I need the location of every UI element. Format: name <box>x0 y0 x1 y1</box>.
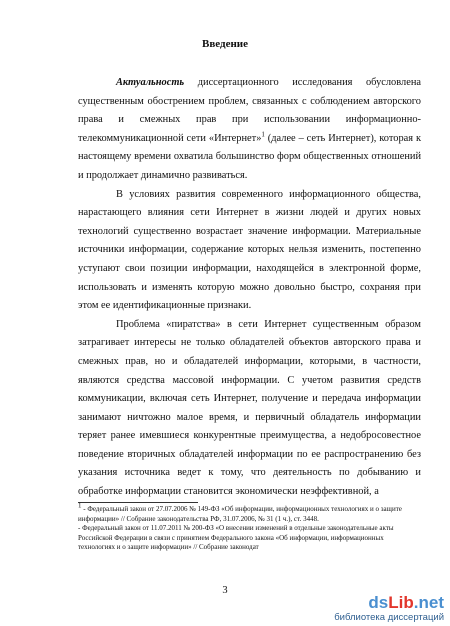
footnote-2: - Федеральный закон от 11.07.2011 № 200-ФЗ «О внесении изменений в отдельные законодательные акты Российской Федерации в связи с принятием Федерального закона «Об информации, информационных технологиях и о защите информации» // Собрание законодат <box>78 524 394 552</box>
paragraph-1-text-a: диссертационного исследования обусловлена существенным обострением проблем, связанных с соблюдением авторского права и смежных прав при использовании информационно-телекоммуникационной сети «Интернет» <box>78 77 421 144</box>
logo-net: .net <box>413 593 444 612</box>
logo-ds: ds <box>368 593 389 612</box>
footnote-divider <box>78 502 198 503</box>
page-title: Введение <box>201 38 249 50</box>
watermark-subtitle: библиотека диссертаций <box>334 612 444 623</box>
paragraph-3: Проблема «пиратства» в сети Интернет существенным образом затрагивает интересы не только обладателей объектов авторского права и смежных прав, но и обладателей информации, которыми, в частности, являются средства массовой информации. С учетом развития средств коммуникации, включая сеть Интернет, получение и передача информации занимают ничтожно малое время, и первичный обладатель информации теряет ранее имевшиеся конкурентные преимущества, а недобросовестное поведение вторичных обладателей информации по ее распространению без указания источника ведет к тому, что деятельность по добыванию и обработке информации становится экономически неэффективной, а <box>78 318 421 498</box>
paragraph-2: В условиях развития современного информационного общества, нарастающего влияния сети Интернет в жизни людей и других новых технологий существенно возрастает значение информации. Материальные источники информации, содержание которых нельзя изменить, постепенно уступают свои позиции информации, находящейся в электронной форме, использовать и изменять которую можно довольно быстро, сохраняя при этом ее идентификационные признаки. <box>78 188 421 312</box>
footnote-1 <box>78 501 421 524</box>
paragraph-1 <box>78 74 421 186</box>
logo-lib: Lib <box>388 593 414 612</box>
footnotes <box>78 501 421 553</box>
footnote-1-number: 1 <box>78 501 82 510</box>
footnote-1-text: - Федеральный закон от 27.07.2006 № 149-ФЗ «Об информации, информационных технологиях и о защите информации» // Собрание законодательства РФ, 31.07.2006, № 31 (1 ч.), ст. 3448. <box>78 505 402 523</box>
body-text <box>78 74 421 502</box>
lead-term: Актуальность <box>116 77 185 88</box>
dslib-logo <box>334 594 444 612</box>
page-number: 3 <box>222 585 228 596</box>
dslib-watermark <box>334 594 444 623</box>
footnote-ref-1: 1 <box>261 130 265 139</box>
paragraph-1-text-b: (далее – сеть Интернет), которая к настоящему времени охватила большинство форм общественных отношений и продолжает динамично развиваться. <box>78 132 421 181</box>
